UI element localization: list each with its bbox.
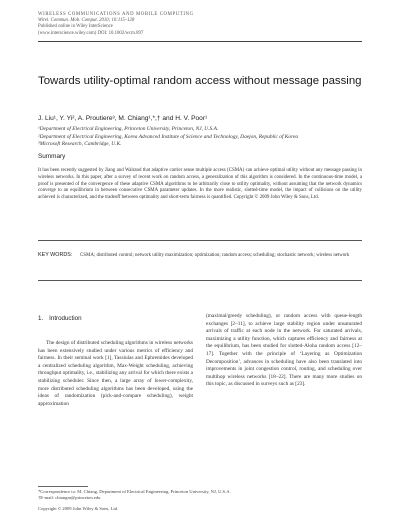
keywords-bottom-rule bbox=[38, 280, 362, 281]
author-list: J. Liu¹, Y. Yi², A. Proutiere³, M. Chiang¹,*,† and H. V. Poor¹ bbox=[38, 115, 208, 122]
intro-paragraph-right bbox=[206, 313, 362, 389]
abstract-text: It has been recently suggested by Jiang and Walrand that adaptive carrier sense multiple access (CSMA) can achieve optimal utility without any message passing in wireless networks. In this paper, after a survey of recent work on random access, a generalization of this algorithm is considered. In the continuous-time model, a proof is presented of the convergence of these adaptive CSMA algorithms to be arbitrarily close to utility optimality, without assuming that the network dynamics converge to an equilibrium in between consecutive CSMA parameter updates. In the more realistic, slotted-time model, the impact of collisions on the utility achieved is characterized, and the tradeoff between optimality and short-term fairness is quantified. Copyright © 2009 John Wiley & Sons, Ltd. bbox=[38, 168, 362, 201]
section-heading-introduction bbox=[38, 315, 193, 322]
abstract bbox=[38, 153, 362, 202]
header-rule bbox=[38, 41, 362, 42]
footnote-rule bbox=[38, 486, 88, 487]
keywords-top-rule bbox=[38, 240, 362, 241]
left-column bbox=[38, 315, 193, 408]
journal-name: WIRELESS COMMUNICATIONS AND MOBILE COMPUTING bbox=[38, 12, 194, 17]
journal-citation: Wirel. Commun. Mob. Comput. 2010; 10:115–128 bbox=[38, 18, 135, 24]
published-online: Published online in Wiley InterScience bbox=[38, 24, 113, 30]
body-paragraph: (maximal/greedy scheduling), or random access with queue-length exchanges [2–11], to achieve large stability region under unsaturated arrivals of traffic at each node in the network. For saturated arrivals, maximizing a utility function, which captures efficiency and fairness at the equilibrium, has been studied for slotted-Aloha random access [12–17]. Together with the principle of ‘Layering as Optimization Decomposition’, advances in scheduling have also been translated into improvements in joint congestion control, routing, and scheduling over multihop wireless networks [18–22]. There are many more studies on this topic, as discussed in surveys such as [23]. bbox=[206, 313, 362, 388]
affiliation-1: ¹Department of Electrical Engineering, Princeton University, Princeton, NJ, U.S.A. bbox=[38, 126, 219, 132]
abstract-heading: Summary bbox=[38, 153, 66, 160]
section-title: Introduction bbox=[49, 315, 82, 322]
correspondence-footnote: *Correspondence to: M. Chiang, Department of Electrical Engineering, Princeton University, NJ, U.S.A. bbox=[38, 489, 231, 494]
paper-title: Towards utility-optimal random access without message passing bbox=[38, 75, 362, 87]
email-footnote: †E-mail: chiangm@princeton.edu bbox=[38, 495, 101, 501]
affiliation-2: ²Department of Electrical Engineering, Korea Advanced Institute of Science and Technology, Daejon, Republic of Korea bbox=[38, 133, 299, 140]
keywords-block bbox=[38, 252, 362, 259]
affiliation-3: ³Microsoft Research, Cambridge, U.K. bbox=[38, 141, 122, 148]
intro-paragraph-left bbox=[38, 340, 193, 408]
affiliations bbox=[38, 126, 368, 149]
copyright-notice: Copyright © 2009 John Wiley & Sons, Ltd. bbox=[38, 505, 119, 511]
section-number: 1. bbox=[38, 315, 44, 322]
keywords-label: KEY WORDS: bbox=[38, 252, 73, 258]
right-column bbox=[206, 313, 362, 389]
journal-website: (www.interscience.wiley.com) DOI: 10.1002/wcm.897 bbox=[38, 30, 144, 36]
body-paragraph: The design of distributed scheduling algorithms in wireless networks has been extensively studied under various metrics of efficiency and fairness. In their seminal work [1], Tassiulas and Ephremides developed a centralized scheduling algorithm, Max-Weight scheduling, achieving throughput optimality, i.e., stabilizing any arrival for which there exists a stabilizing scheduler. Since then, a large array of lower-complexity, more distributed scheduling algorithms has been developed, using the ideas of randomization (pick-and-compare scheduling), weight approximation bbox=[38, 340, 193, 407]
footnotes bbox=[38, 489, 362, 512]
keywords-text: CSMA; distributed control; network utility maximization; optimization; random access; scheduling; stochastic network; wireless network bbox=[80, 253, 350, 258]
journal-header bbox=[38, 12, 368, 37]
